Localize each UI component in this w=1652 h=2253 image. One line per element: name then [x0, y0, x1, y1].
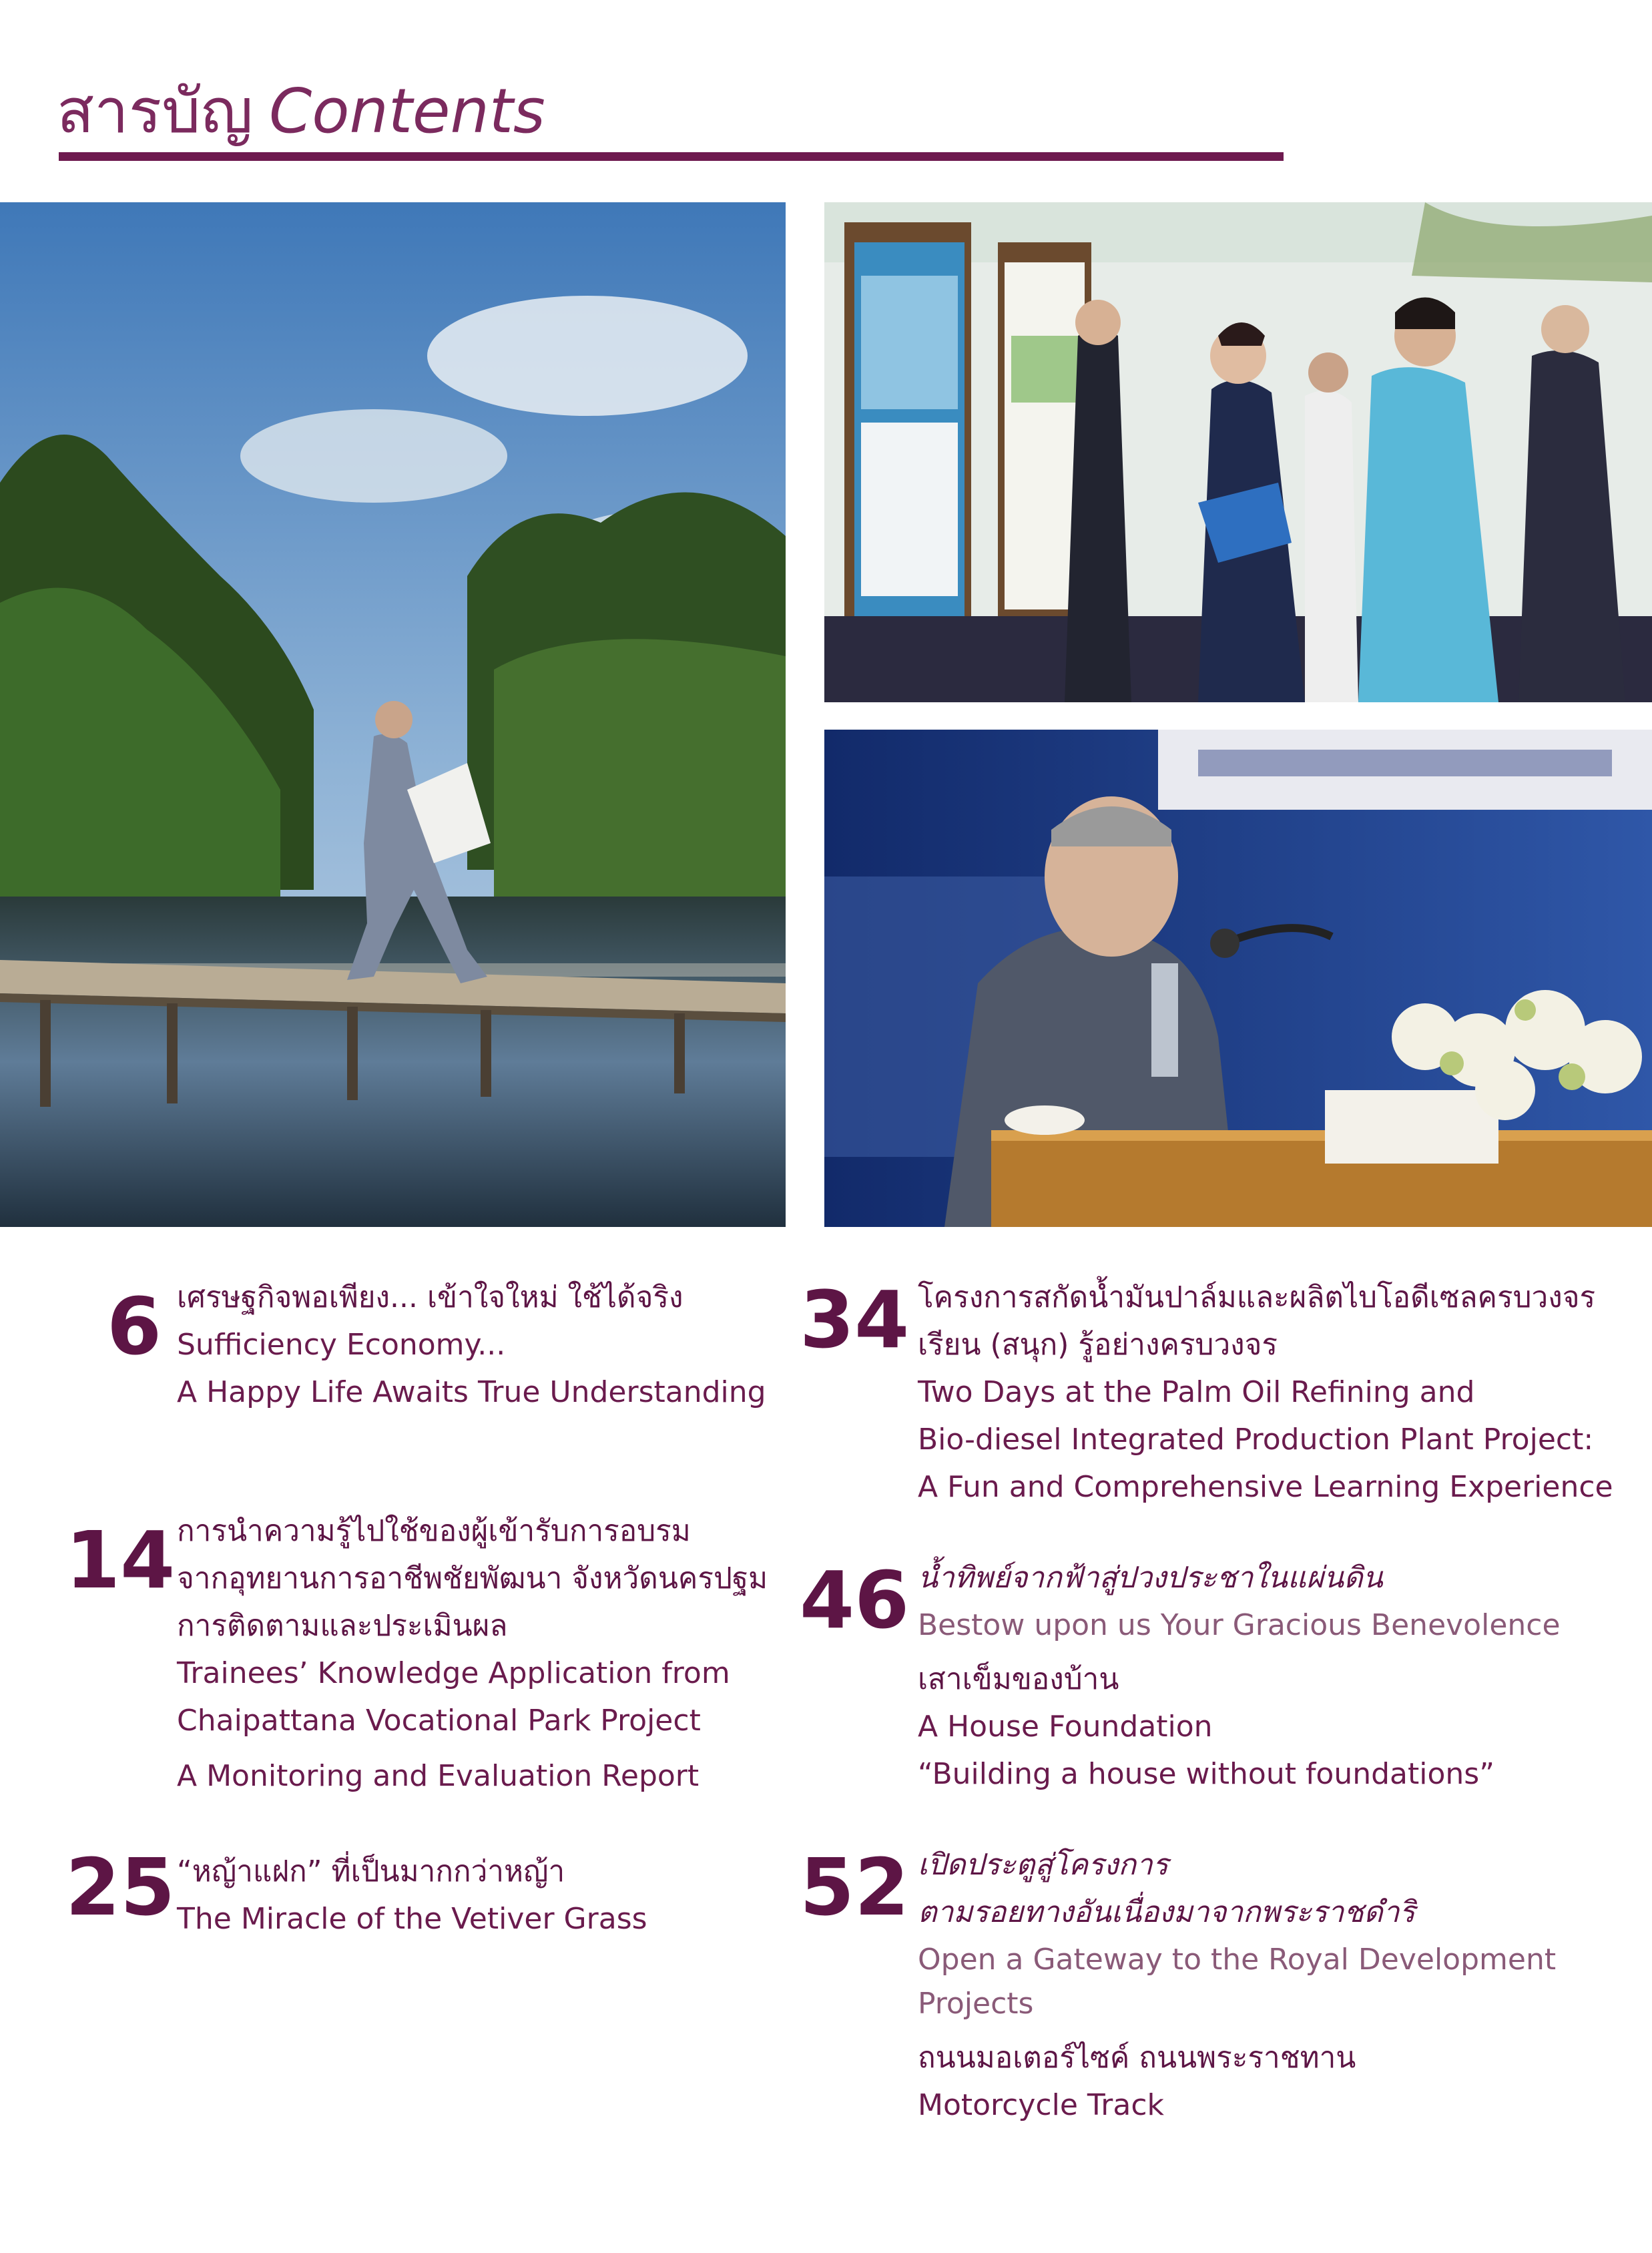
- entry-title-en-2: Projects: [918, 1987, 1034, 2021]
- entry-title-en: Trainees’ Knowledge Application from: [177, 1656, 730, 1690]
- entry-title-th: น้ำทิพย์จากฟ้าสู่ปวงประชาในแผ่นดิน: [918, 1561, 1383, 1595]
- entry-title-th: การนำความรู้ไปใช้ของผู้เข้ารับการอบรม: [177, 1514, 691, 1548]
- entry-2-title-en: Motorcycle Track: [918, 2088, 1165, 2122]
- entry-subtitle-en: A Fun and Comprehensive Learning Experience: [918, 1470, 1613, 1504]
- page-number: 6: [107, 1280, 162, 1372]
- entry-title-th-2: เรียน (สนุก) รู้อย่างครบวงจร: [918, 1328, 1278, 1362]
- entry-title-th: “หญ้าแฝก” ที่เป็นมากกว่าหญ้า: [177, 1854, 565, 1889]
- entry-title-th: เปิดประตูสู่โครงการ: [918, 1848, 1169, 1882]
- entry-title-th: เศรษฐกิจพอเพียง... เข้าใจใหม่ ใช้ได้จริง: [177, 1280, 683, 1314]
- entry-title-en: Bestow upon us Your Gracious Benevolence: [918, 1608, 1561, 1642]
- title-english: Contents: [269, 75, 545, 147]
- page-header: [57, 61, 545, 160]
- photo-king-walking-bridge: [0, 202, 786, 1227]
- entry-title-en: The Miracle of the Vetiver Grass: [177, 1902, 647, 1936]
- page-number: 52: [800, 1841, 910, 1933]
- page-number: 34: [800, 1274, 910, 1366]
- entry-title-th: โครงการสกัดน้ำมันปาล์มและผลิตไบโอดีเซลครบวงจร: [918, 1280, 1596, 1314]
- entry-subtitle-en: A Happy Life Awaits True Understanding: [177, 1375, 766, 1409]
- entry-title-th-2: จากอุทยานการอาชีพชัยพัฒนา จังหวัดนครปฐม: [177, 1561, 768, 1595]
- entry-2-title-en: A House Foundation: [918, 1710, 1213, 1744]
- entry-title-en-2: Bio-diesel Integrated Production Plant Project:: [918, 1423, 1594, 1457]
- entry-2-subtitle-en: “Building a house without foundations”: [918, 1757, 1495, 1791]
- entry-2-title-th: เสาเข็มของบ้าน: [918, 1662, 1119, 1696]
- entry-title-en-2: Chaipattana Vocational Park Project: [177, 1704, 701, 1738]
- entry-title-en: Open a Gateway to the Royal Development: [918, 1943, 1557, 1977]
- entry-title-th-2: ตามรอยทางอันเนื่องมาจากพระราชดำริ: [918, 1895, 1416, 1929]
- entry-title-en: Sufficiency Economy...: [177, 1328, 506, 1362]
- photo-press-conference: [824, 730, 1652, 1227]
- entry-subtitle-th: การติดตามและประเมินผล: [177, 1609, 508, 1643]
- entry-title-en: Two Days at the Palm Oil Refining and: [918, 1375, 1475, 1409]
- title-thai: สารบัญ: [57, 75, 254, 147]
- page-number: 14: [65, 1514, 176, 1606]
- page-number: 46: [800, 1554, 910, 1646]
- entry-subtitle-en: A Monitoring and Evaluation Report: [177, 1759, 700, 1793]
- entry-2-title-th: ถนนมอเตอร์ไซค์ ถนนพระราชทาน: [918, 2041, 1356, 2075]
- page-number: 25: [65, 1841, 176, 1933]
- header-rule: [59, 152, 1284, 161]
- photo-exhibition-visit: [824, 202, 1652, 702]
